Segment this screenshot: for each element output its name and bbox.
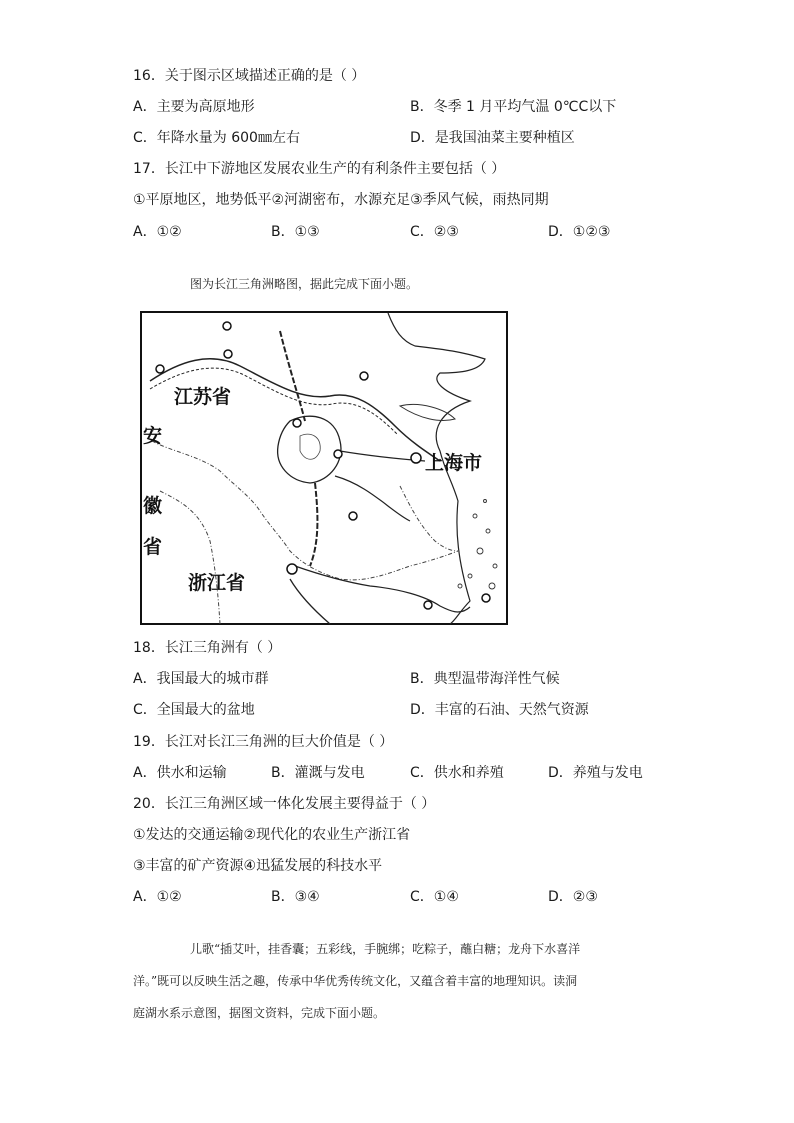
q18-option-a: A．我国最大的城市群: [133, 671, 269, 687]
q19-option-a: A．供水和运输: [133, 765, 227, 781]
q18-option-d: D．丰富的石油、天然气资源: [410, 702, 589, 718]
city-marker: [482, 594, 490, 602]
q18-option-b: B．典型温带海洋性气候: [410, 671, 560, 687]
q19-stem: 19．长江对长江三角洲的巨大价值是（ ）: [133, 734, 394, 750]
q17-stem: 17．长江中下游地区发展农业生产的有利条件主要包括（ ）: [133, 161, 506, 177]
q17-option-a: A．①②: [133, 224, 182, 240]
label-anhui-2: 徽: [143, 495, 163, 517]
q18-stem: 18．长江三角洲有（ ）: [133, 640, 282, 656]
label-shanghai: 上海市: [425, 452, 483, 474]
map-intro: 图为长江三角洲略图，据此完成下面小题。: [190, 277, 419, 291]
city-marker: [223, 322, 231, 330]
q16-option-c: C．年降水量为 600㎜左右: [133, 130, 300, 146]
label-zhejiang: 浙江省: [188, 572, 246, 594]
city-marker: [224, 350, 232, 358]
q20-statements-1: ①发达的交通运输②现代化的农业生产浙江省: [133, 827, 411, 843]
label-anhui-1: 安: [143, 425, 163, 447]
city-marker: [360, 372, 368, 380]
q20-option-b: B．③④: [271, 889, 320, 905]
q19-option-c: C．供水和养殖: [410, 765, 504, 781]
final-intro-line-2: 洋。”既可以反映生活之趣，传承中华优秀传统文化，又蕴含着丰富的地理知识。读洞: [133, 974, 578, 988]
city-marker: [334, 450, 342, 458]
q20-stem: 20．长江三角洲区域一体化发展主要得益于（ ）: [133, 796, 436, 812]
q17-option-c: C．②③: [410, 224, 459, 240]
city-marker: [424, 601, 432, 609]
shanghai-marker: [411, 453, 421, 463]
q17-option-b: B．①③: [271, 224, 320, 240]
q16-option-b: B．冬季 1 月平均气温 0℃C以下: [410, 99, 617, 115]
q16-option-d: D．是我国油菜主要种植区: [410, 130, 575, 146]
city-marker: [156, 365, 164, 373]
city-marker: [293, 419, 301, 427]
final-intro-line-1: 儿歌“插艾叶，挂香囊；五彩线，手腕绑；吃粽子，蘸白糖；龙舟下水喜洋: [190, 942, 581, 956]
q18-option-c: C．全国最大的盆地: [133, 702, 255, 718]
q19-option-d: D．养殖与发电: [548, 765, 643, 781]
final-intro-line-3: 庭湖水系示意图，据图文资料，完成下面小题。: [133, 1006, 386, 1020]
q20-option-c: C．①④: [410, 889, 459, 905]
q16-stem: 16．关于图示区域描述正确的是（ ）: [133, 68, 366, 84]
q16-option-a: A．主要为高原地形: [133, 99, 255, 115]
q20-option-a: A．①②: [133, 889, 182, 905]
city-marker: [349, 512, 357, 520]
hangzhou-marker: [287, 564, 297, 574]
label-anhui-3: 省: [143, 536, 163, 558]
q19-option-b: B．灌溉与发电: [271, 765, 365, 781]
q20-statements-2: ③丰富的矿产资源④迅猛发展的科技水平: [133, 858, 383, 874]
q20-option-d: D．②③: [548, 889, 598, 905]
label-jiangsu: 江苏省: [174, 386, 232, 408]
yangtze-delta-map: [140, 311, 508, 625]
q17-statements: ①平原地区，地势低平②河湖密布，水源充足③季风气候，雨热同期: [133, 192, 549, 208]
q17-option-d: D．①②③: [548, 224, 611, 240]
